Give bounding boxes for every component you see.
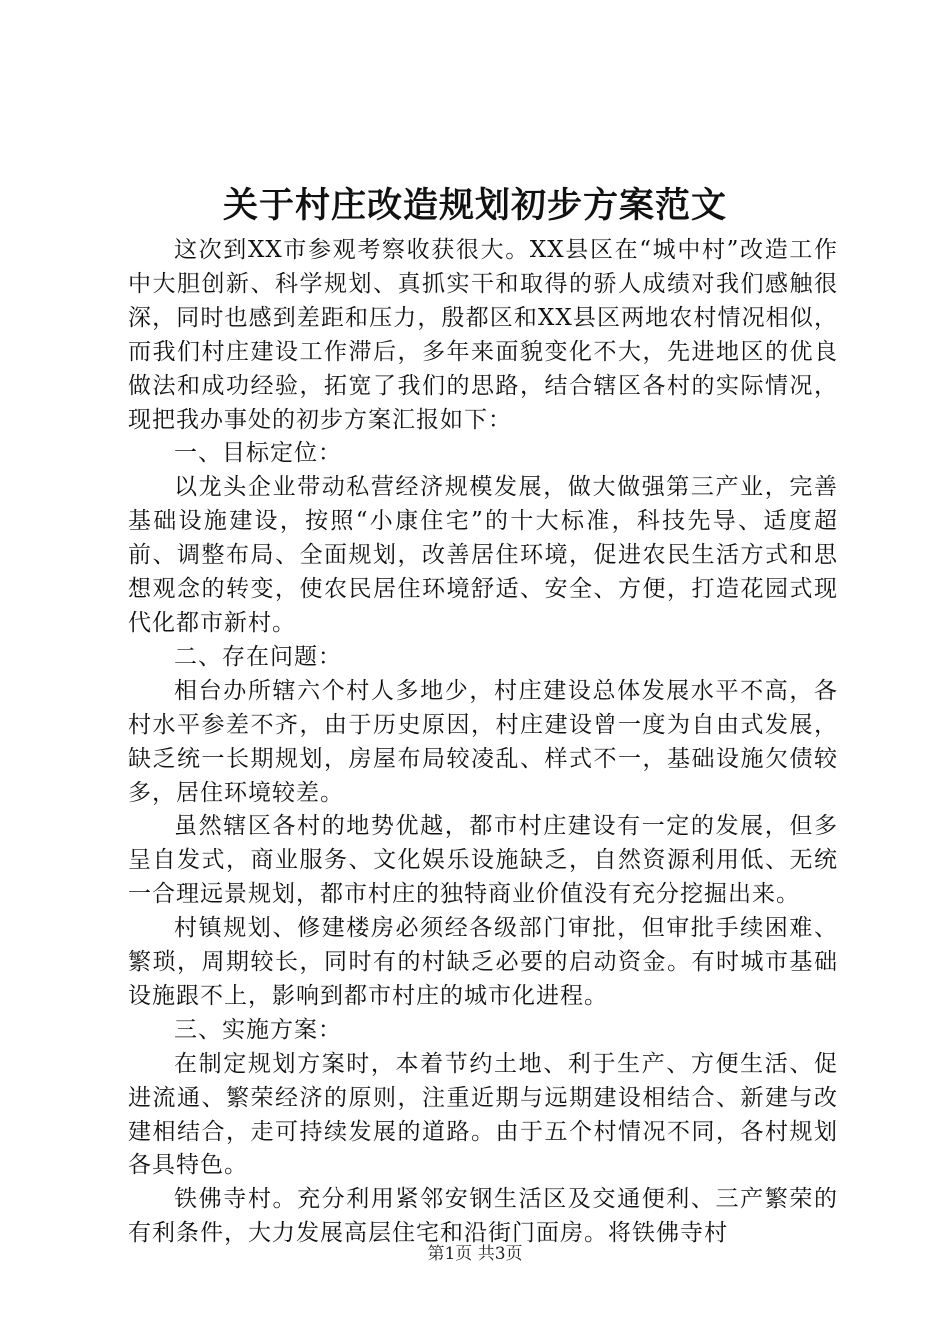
section-heading-plan: 三、实施方案： [174,1016,342,1043]
document-body [128,234,838,1251]
problems-paragraph-2: 虽然辖区各村的地势优越，都市村庄建设有一定的发展，但多呈自发式，商业服务、文化娱乐设施缺乏，自然资源利用低、无统一合理远景规划，都市村庄的独特商业价值没有充分挖掘出来。 [128,813,838,908]
goal-paragraph: 以龙头企业带动私营经济规模发展，做大做强第三产业，完善基础设施建设，按照“小康住宅”的十大标准，科技先导、适度超前、调整布局、全面规划，改善居住环境，促进农民生活方式和思想观念的转变，使农民居住环境舒适、安全、方便，打造花园式现代化都市新村。 [128,474,838,636]
page-footer: 第1页 共3页 [427,1244,523,1264]
problems-paragraph-1: 相台办所辖六个村人多地少，村庄建设总体发展水平不高，各村水平参差不齐，由于历史原因，村庄建设曾一度为自由式发展，缺乏统一长期规划，房屋布局较凌乱、样式不一，基础设施欠债较多，居住环境较差。 [128,677,838,806]
intro-paragraph: 这次到XX市参观考察收获很大。XX县区在“城中村”改造工作中大胆创新、科学规划、真抓实干和取得的骄人成绩对我们感触很深，同时也感到差距和压力，殷都区和XX县区两地农村情况相似，而我们村庄建设工作滞后，多年来面貌变化不大，先进地区的优良做法和成功经验，拓宽了我们的思路，结合辖区各村的实际情况，现把我办事处的初步方案汇报如下： [128,237,838,433]
plan-paragraph-2: 铁佛寺村。充分利用紧邻安钢生活区及交通便利、三产繁荣的有利条件，大力发展高层住宅和沿街门面房。将铁佛寺村 [128,1186,838,1247]
section-heading-problems: 二、存在问题： [174,643,342,670]
section-heading-goal: 一、目标定位： [174,440,342,467]
problems-paragraph-3: 村镇规划、修建楼房必须经各级部门审批，但审批手续困难、繁琐，周期较长，同时有的村缺乏必要的启动资金。有时城市基础设施跟不上，影响到都市村庄的城市化进程。 [128,915,838,1009]
document-title: 关于村庄改造规划初步方案范文 [222,185,727,226]
plan-paragraph-1: 在制定规划方案时，本着节约土地、利于生产、方便生活、促进流通、繁荣经济的原则，注重近期与远期建设相结合、新建与改建相结合，走可持续发展的道路。由于五个村情况不同，各村规划各具特色。 [128,1050,838,1179]
